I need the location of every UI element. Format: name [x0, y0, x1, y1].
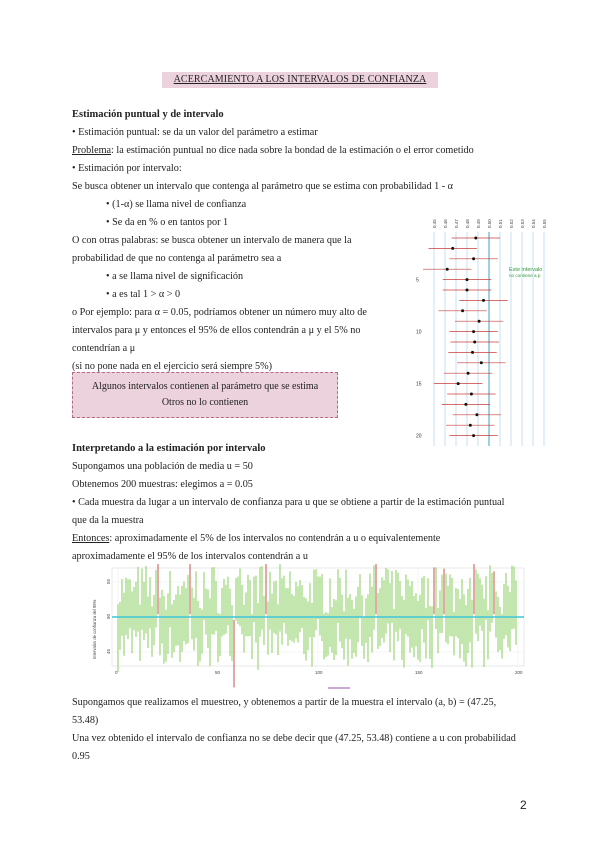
- section-interpretation: [72, 440, 532, 566]
- text-line: 0.95: [72, 751, 90, 762]
- sample-point: [480, 361, 483, 364]
- text-line: probabilidad de que no contenga al parámetro sea a: [72, 253, 282, 264]
- text-line: • Cada muestra da lugar a un intervalo de confianza para u que se obtiene a partir de la estimación puntual: [72, 497, 505, 508]
- underlined-label: Problema: [72, 145, 112, 156]
- text-line: Una vez obtenido el intervalo de confianza no se debe decir que (47.25, 53.48) contiene a u con probabilidad: [72, 733, 516, 744]
- tick-label: 0.45: [432, 219, 437, 228]
- y-tick-label: 50: [106, 613, 111, 619]
- tick-label: 0.52: [509, 219, 514, 228]
- bullet-line: • (1-α) se llama nivel de confianza: [106, 199, 247, 210]
- text-line: O con otras palabras: se busca obtener un intervalo de manera que la: [72, 235, 352, 246]
- x-tick-label: 150: [415, 670, 423, 675]
- sample-point: [470, 393, 473, 396]
- sample-point: [475, 413, 478, 416]
- text-line: 53.48): [72, 715, 99, 726]
- bullet-line: • a se llama nivel de significación: [106, 271, 244, 282]
- sample-point: [464, 403, 467, 406]
- y-tick-label: 45: [106, 648, 111, 654]
- sample-point: [472, 434, 475, 437]
- annotation-text: Este intervalo: [509, 267, 543, 273]
- row-label: 10: [416, 329, 422, 336]
- sample-point: [446, 268, 449, 271]
- x-tick-label: 0: [115, 670, 118, 675]
- section-heading: Interpretando a la estimación por intervalo: [72, 443, 266, 454]
- x-tick-label: 100: [315, 670, 323, 675]
- sample-point: [482, 299, 485, 302]
- tick-label: 0.55: [542, 219, 547, 228]
- page-title: ACERCAMIENTO A LOS INTERVALOS DE CONFIANZA: [162, 72, 438, 88]
- underlined-label: Entonces: [72, 533, 110, 544]
- callout-box: [72, 372, 338, 418]
- text-line: • Estimación por intervalo:: [72, 163, 182, 174]
- sample-point: [461, 309, 464, 312]
- bullet-line: • Se da en % o en tantos por 1: [106, 217, 229, 228]
- tick-label: 0.54: [531, 219, 536, 228]
- sample-point: [472, 257, 475, 260]
- text-line: Supongamos una población de media u = 50: [72, 461, 253, 472]
- samples-figure: [88, 564, 526, 694]
- sample-point: [472, 330, 475, 333]
- page-number: 2: [520, 798, 527, 812]
- annotation-text: no contiene a p: [509, 273, 541, 278]
- text-line: • Estimación puntual: se da un valor del parámetro a estimar: [72, 127, 318, 138]
- x-tick-label: 200: [515, 670, 523, 675]
- row-label: 15: [416, 381, 422, 388]
- callout-line: Otros no lo contienen: [161, 397, 249, 408]
- sample-point: [457, 382, 460, 385]
- text-line: (si no pone nada en el ejercicio será siempre 5%): [72, 361, 272, 372]
- tick-label: 0.48: [465, 219, 470, 228]
- sample-point: [466, 278, 469, 281]
- y-axis-label: Intervalos de confianza del 95%: [92, 599, 97, 659]
- section-conclusion: [72, 694, 532, 766]
- sample-point: [473, 341, 476, 344]
- section-heading: Estimación puntual y de intervalo: [72, 109, 224, 120]
- text-line: o Por ejemplo: para α = 0.05, podríamos obtener un número muy alto de: [72, 307, 367, 318]
- sample-point: [471, 351, 474, 354]
- text-line: Entonces: aproximadamente el 5% de los intervalos no contendrán a u o equivalentemente: [72, 533, 441, 544]
- tick-label: 0.46: [443, 219, 448, 228]
- sample-point: [467, 372, 470, 375]
- intervals-figure: [412, 210, 548, 450]
- bullet-line: • a es tal 1 > α > 0: [106, 289, 181, 300]
- sample-point: [469, 424, 472, 427]
- sample-point: [478, 320, 481, 323]
- tick-label: 0.49: [476, 219, 481, 228]
- tick-label: 0.51: [498, 219, 503, 228]
- text-line: Supongamos que realizamos el muestreo, y obtenemos a partir de la muestra el intervalo (a, b) = (47.25,: [72, 697, 497, 708]
- sample-point: [466, 289, 469, 292]
- text-line: intervalos para μ y entonces el 95% de ellos contendrán a μ y el 5% no: [72, 325, 361, 336]
- text-line: Se busca obtener un intervalo que contenga al parámetro que se estima con probabilidad 1 - α: [72, 181, 454, 192]
- x-tick-label: 50: [215, 670, 221, 675]
- tick-label: 0.50: [487, 219, 492, 228]
- row-label: 20: [416, 433, 422, 440]
- callout-line: Algunos intervalos contienen al parámetro que se estima: [91, 381, 319, 392]
- row-label: 5: [416, 277, 419, 284]
- tick-label: 0.53: [520, 219, 525, 228]
- sample-point: [474, 237, 477, 240]
- text-line: aproximadamente el 95% de los intervalos contendrán a u: [72, 551, 308, 562]
- sample-point: [451, 247, 454, 250]
- text-line: contendrían a μ: [72, 343, 136, 354]
- text-line: que da la muestra: [72, 515, 144, 526]
- y-tick-label: 55: [106, 578, 111, 584]
- text-line: Obtenemos 200 muestras: elegimos a = 0.05: [72, 479, 253, 490]
- text-line: Problema: la estimación puntual no dice nada sobre la bondad de la estimación o el error cometido: [72, 145, 474, 156]
- tick-label: 0.47: [454, 219, 459, 228]
